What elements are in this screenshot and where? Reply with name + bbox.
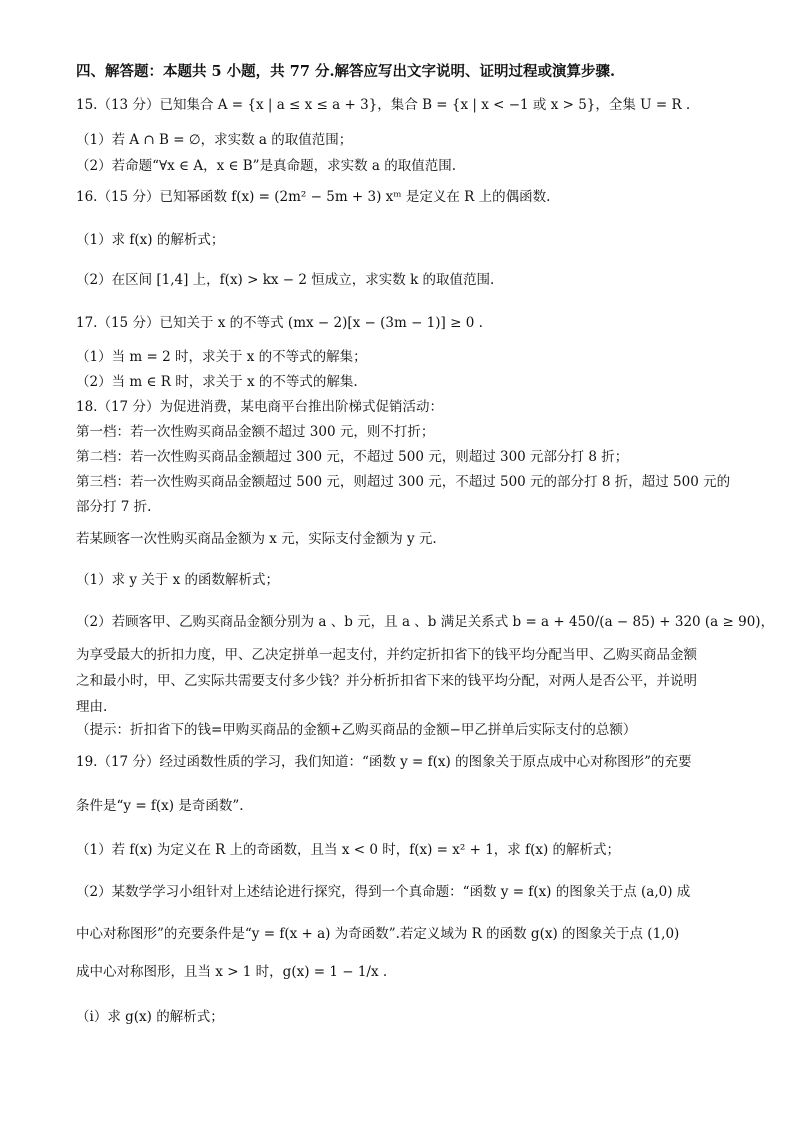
q18-tier2: 第二档：若一次性购买商品金额超过 300 元，不超过 500 元，则超过 300 元部分打 8 折； <box>76 449 629 465</box>
q19-subpart-i: （i）求 g(x) 的解析式； <box>76 1009 224 1025</box>
q19-part1: （1）若 f(x) 为定义在 R 上的奇函数，且当 x < 0 时，f(x) = x² + 1，求 f(x) 的解析式； <box>76 842 621 858</box>
section-heading: 四、解答题：本题共 5 小题，共 77 分.解答应写出文字说明、证明过程或演算步骤. <box>76 63 616 80</box>
q19-stem-line2: 条件是“y = f(x) 是奇函数”. <box>76 798 244 814</box>
q18-tier3-line1: 第三档：若一次性购买商品金额超过 500 元，则超过 300 元，不超过 500 元的部分打 8 折，超过 500 元的 <box>76 474 731 490</box>
q18-tier3-line2: 部分打 7 折. <box>76 499 152 515</box>
q18-setup: 若某顾客一次性购买商品金额为 x 元，实际支付金额为 y 元. <box>76 531 437 547</box>
q17-part1: （1）当 m = 2 时，求关于 x 的不等式的解集； <box>76 349 367 365</box>
q18-part2-line1: （2）若顾客甲、乙购买商品金额分别为 a 、b 元，且 a 、b 满足关系式 b = a + 450/(a − 85) + 320 (a ≥ 90)， <box>76 614 775 630</box>
q19-stem-line1: 19.（17 分）经过函数性质的学习，我们知道：“函数 y = f(x) 的图象关于原点成中心对称图形”的充要 <box>76 754 692 770</box>
q16-part1: （1）求 f(x) 的解析式； <box>76 232 225 248</box>
q18-part1: （1）求 y 关于 x 的函数解析式； <box>76 572 279 588</box>
q19-part2-line1: （2）某数学学习小组针对上述结论进行探究，得到一个真命题：“函数 y = f(x) 的图象关于点 (a,0) 成 <box>76 884 691 900</box>
q17-part2: （2）当 m ∈ R 时，求关于 x 的不等式的解集. <box>76 374 358 390</box>
q18-tier1: 第一档：若一次性购买商品金额不超过 300 元，则不打折； <box>76 424 435 440</box>
q18-hint: （提示：折扣省下的钱=甲购买商品的金额+乙购买商品的金额−甲乙拼单后实际支付的总额） <box>76 722 637 738</box>
q19-part2-line3: 成中心对称图形，且当 x > 1 时，g(x) = 1 − 1/x . <box>76 964 388 980</box>
q18-part2-line2: 为享受最大的折扣力度，甲、乙决定拼单一起支付，并约定折扣省下的钱平均分配当甲、乙购买商品金额 <box>76 647 697 663</box>
q18-stem: 18.（17 分）为促进消费，某电商平台推出阶梯式促销活动： <box>76 399 443 415</box>
q15-stem: 15.（13 分）已知集合 A = {x | a ≤ x ≤ a + 3}，集合 B = {x | x < −1 或 x > 5}，全集 U = R . <box>76 97 691 113</box>
q16-part2: （2）在区间 [1,4] 上，f(x) > kx − 2 恒成立，求实数 k 的取值范围. <box>76 272 495 288</box>
q16-stem: 16.（15 分）已知幂函数 f(x) = (2m² − 5m + 3) xᵐ 是定义在 R 上的偶函数. <box>76 189 551 205</box>
q17-stem: 17.（15 分）已知关于 x 的不等式 (mx − 2)[x − (3m − 1)] ≥ 0 . <box>76 315 483 331</box>
q15-part2: （2）若命题“∀x ∈ A，x ∈ B”是真命题，求实数 a 的取值范围. <box>76 158 457 174</box>
q19-part2-line2: 中心对称图形”的充要条件是“y = f(x + a) 为奇函数”.若定义域为 R 的函数 g(x) 的图象关于点 (1,0) <box>76 926 680 942</box>
q18-part2-line4: 理由. <box>76 699 108 715</box>
q18-part2-line3: 之和最小时，甲、乙实际共需要支付多少钱？并分析折扣省下来的钱平均分配，对两人是否公平，并说明 <box>76 673 697 689</box>
q15-part1: （1）若 A ∩ B = ∅，求实数 a 的取值范围； <box>76 132 353 148</box>
